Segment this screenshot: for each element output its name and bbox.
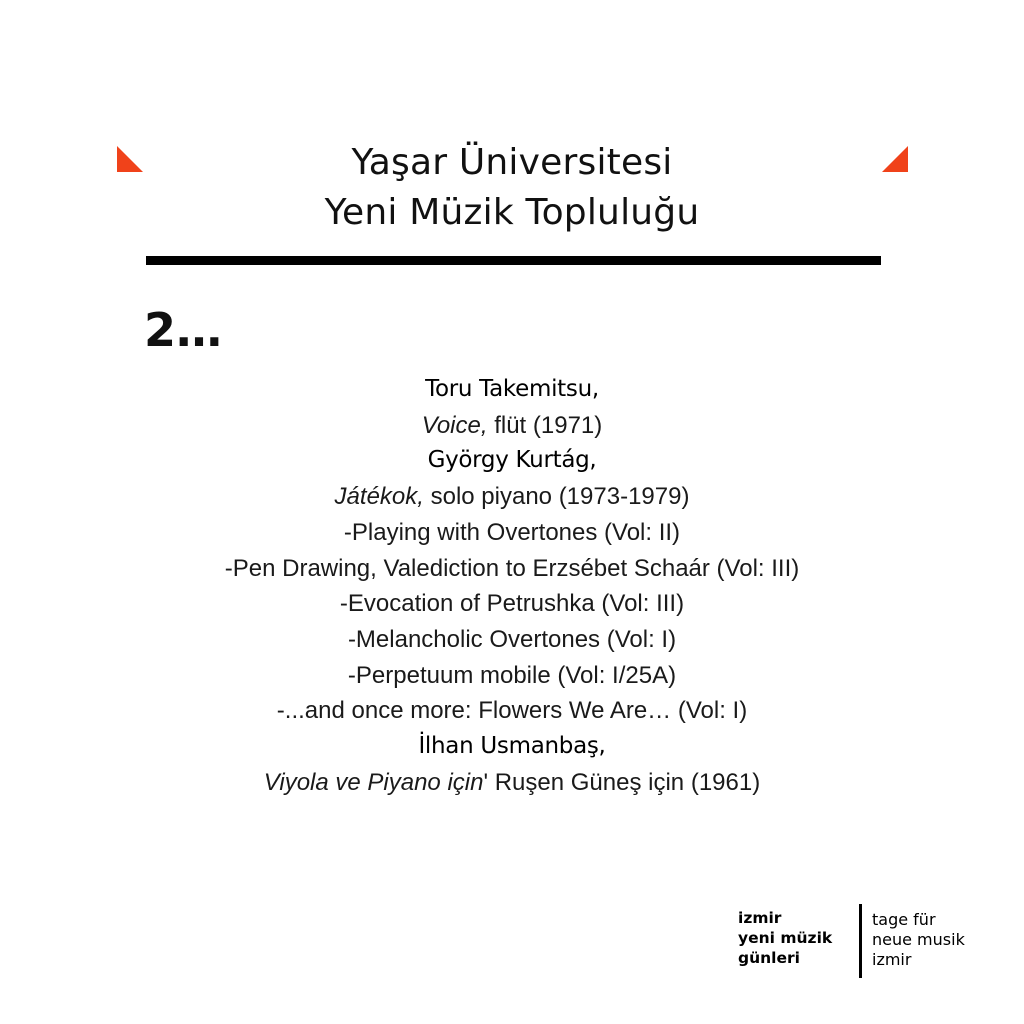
section-number: 2…: [144, 303, 223, 357]
logo-text-turkish: [738, 908, 832, 968]
title-divider: [146, 256, 881, 265]
composer-name: Toru Takemitsu,: [425, 376, 599, 402]
logo-line: izmir: [738, 909, 782, 927]
composer-name: György Kurtág,: [427, 447, 597, 474]
logo-line: yeni müzik: [738, 929, 833, 947]
page-title: [0, 138, 1024, 238]
work-line: [0, 765, 1024, 801]
work-line: [0, 408, 1024, 444]
movement-line: -Pen Drawing, Valediction to Erzsébet Schaár (Vol: III): [224, 554, 800, 582]
movement-line: -Melancholic Overtones (Vol: I): [347, 625, 677, 653]
work-title: Viyola ve Piyano için: [263, 768, 484, 796]
logo-line: tage für: [872, 910, 936, 929]
work-detail: solo piyano (1973-1979): [423, 483, 690, 511]
logo-text-german: [872, 910, 965, 970]
movement-line: -Perpetuum mobile (Vol: I/25A): [347, 661, 677, 689]
movement-line: -...and once more: Flowers We Are… (Vol: I): [276, 697, 748, 725]
logo-line: neue musik: [872, 930, 965, 949]
movement-line: -Playing with Overtones (Vol: II): [343, 518, 681, 546]
logo-line: izmir: [872, 950, 912, 969]
movement-line: -Evocation of Petrushka (Vol: III): [339, 590, 685, 618]
logo-divider: [859, 904, 862, 978]
work-detail: flüt (1971): [487, 411, 603, 439]
title-line-1: Yaşar Üniversitesi: [351, 142, 673, 183]
work-title: Voice,: [421, 411, 488, 439]
composer-name: İlhan Usmanbaş,: [418, 733, 606, 760]
work-detail: ' Ruşen Güneş için (1961): [483, 768, 761, 796]
work-title: Játékok,: [334, 483, 424, 511]
title-line-2: Yeni Müzik Topluluğu: [324, 192, 700, 233]
program-list: [0, 372, 1024, 800]
work-line: [0, 479, 1024, 515]
logo-line: günleri: [738, 949, 800, 967]
